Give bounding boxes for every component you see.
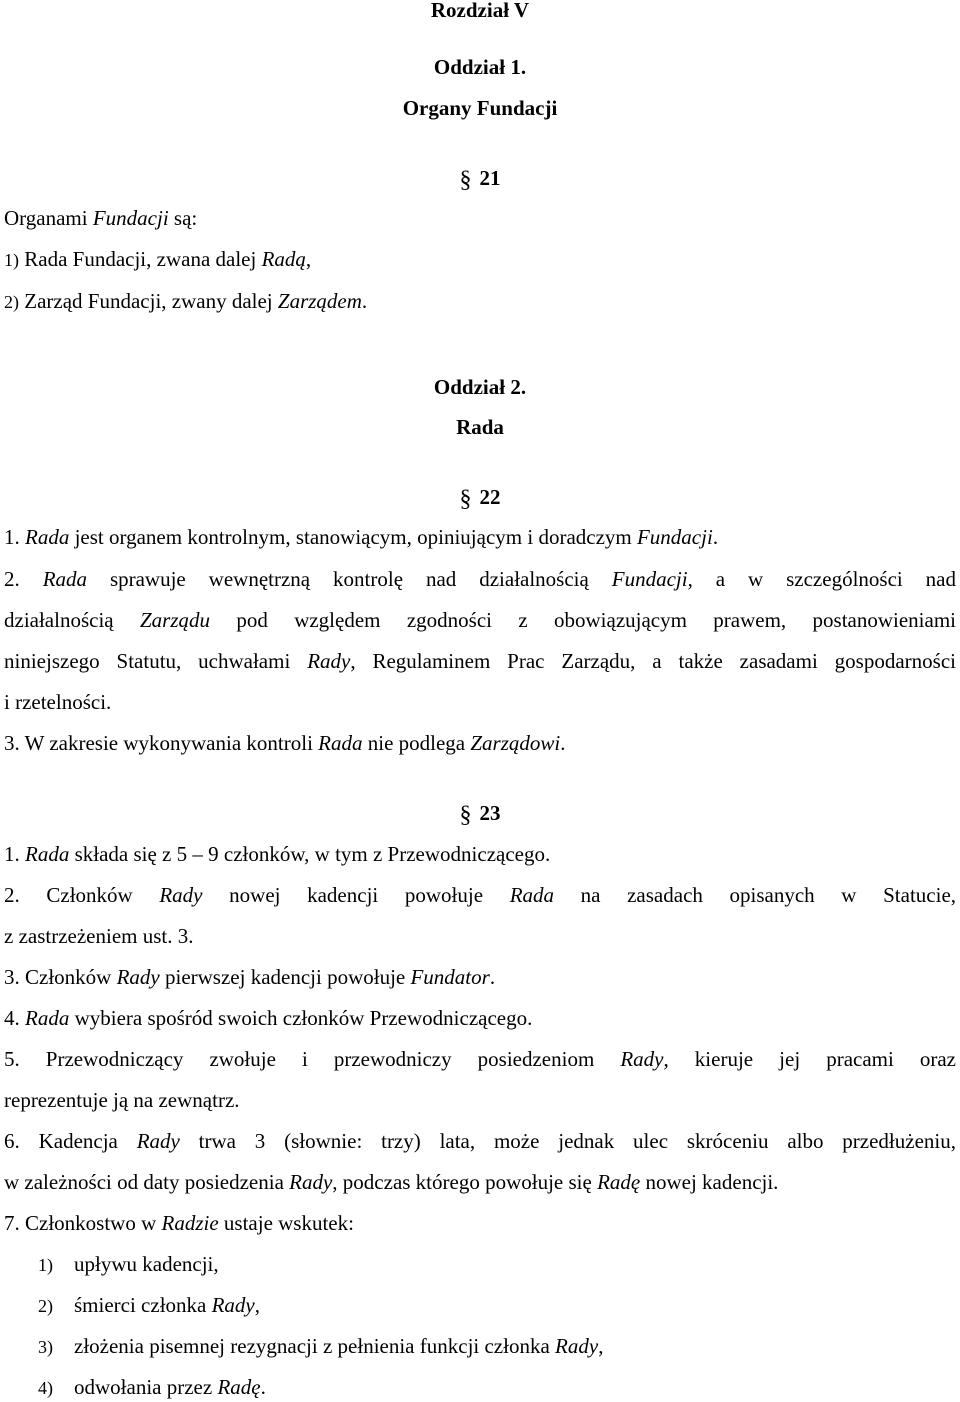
text-italic: Radę bbox=[217, 1375, 261, 1399]
text: składa się z 5 – 9 członków, w tym z Przewodniczącego. bbox=[69, 842, 551, 866]
text-italic: Rada bbox=[318, 731, 363, 755]
par23-point-6-line-2 bbox=[4, 1168, 956, 1196]
paragraph-21-heading bbox=[0, 164, 960, 192]
point-number: 2. bbox=[4, 883, 47, 907]
text: śmierci członka bbox=[74, 1293, 212, 1317]
item-number: 3) bbox=[38, 1337, 53, 1357]
par22-point-2-line-2 bbox=[4, 606, 956, 634]
text: sprawuje wewnętrzną kontrolę nad działalnością bbox=[87, 567, 612, 591]
par22-point-2-line-1 bbox=[4, 565, 956, 593]
par23-point-3 bbox=[4, 963, 956, 991]
text: . bbox=[489, 965, 496, 989]
text: nowej kadencji powołuje bbox=[202, 883, 510, 907]
membership-end-item-2 bbox=[38, 1291, 260, 1320]
text-italic: Zarządu bbox=[139, 608, 210, 632]
text-italic: Rada bbox=[25, 525, 70, 549]
section2-subtitle: Rada bbox=[456, 415, 504, 439]
chapter-title: Rozdział V bbox=[430, 0, 530, 22]
text: są: bbox=[168, 206, 198, 230]
text: , Regulaminem Prac Zarządu, a także zasadami gospodarności bbox=[350, 649, 956, 673]
text: Kadencja bbox=[38, 1129, 137, 1153]
text: , a w szczególności nad bbox=[687, 567, 956, 591]
text: nie podlega bbox=[362, 731, 471, 755]
item-number: 4) bbox=[38, 1378, 53, 1398]
section1-title: Oddział 1. bbox=[433, 55, 527, 79]
text: , kieruje jej pracami oraz bbox=[663, 1047, 956, 1071]
par22-point-1 bbox=[4, 523, 956, 551]
paragraph-23-heading bbox=[0, 799, 960, 827]
text: Zarząd Fundacji, zwany dalej bbox=[19, 289, 278, 313]
paragraph-symbol: § bbox=[459, 167, 472, 193]
text: upływu kadencji, bbox=[74, 1252, 219, 1276]
par23-point-2-line-2: z zastrzeżeniem ust. 3. bbox=[4, 924, 194, 948]
text-italic: Rada bbox=[42, 567, 88, 591]
text-italic: Zarządem bbox=[277, 289, 362, 313]
text: na zasadach opisanych w Statucie, bbox=[554, 883, 957, 907]
text-italic: Rady bbox=[116, 965, 160, 989]
text-italic: Fundacji bbox=[636, 525, 713, 549]
text-italic: Rady bbox=[620, 1047, 664, 1071]
text: jest organem kontrolnym, stanowiącym, opiniującym i doradczym bbox=[69, 525, 637, 549]
text-italic: Rada bbox=[509, 883, 555, 907]
point-number: 1. bbox=[4, 525, 25, 549]
par23-point-5-line-2: reprezentuje ją na zewnątrz. bbox=[4, 1088, 240, 1112]
text-italic: Rady bbox=[211, 1293, 255, 1317]
paragraph-number: 22 bbox=[479, 485, 501, 509]
text-italic: Rady bbox=[159, 883, 203, 907]
text: Członkostwo w bbox=[25, 1211, 162, 1235]
text: . bbox=[712, 525, 719, 549]
text-italic: Radą bbox=[261, 247, 306, 271]
text-italic: Radę bbox=[597, 1170, 641, 1194]
par22-point-3 bbox=[4, 729, 956, 757]
organs-item-1 bbox=[4, 245, 956, 274]
text: działalnością bbox=[4, 608, 140, 632]
text-italic: Rada bbox=[25, 842, 70, 866]
text-italic: Fundator bbox=[410, 965, 490, 989]
text-italic: Fundacji bbox=[92, 206, 169, 230]
item-number: 1) bbox=[4, 250, 19, 270]
text: Członków bbox=[46, 883, 160, 907]
paragraph-number: 21 bbox=[479, 166, 501, 190]
text: . bbox=[260, 1375, 266, 1399]
text: nowej kadencji. bbox=[640, 1170, 779, 1194]
text: Członków bbox=[25, 965, 117, 989]
text-italic: Radzie bbox=[161, 1211, 219, 1235]
par23-point-4 bbox=[4, 1004, 956, 1032]
membership-end-item-1 bbox=[38, 1250, 219, 1279]
membership-end-item-4 bbox=[38, 1373, 266, 1402]
membership-end-item-3 bbox=[38, 1332, 603, 1361]
point-number: 3. bbox=[4, 731, 25, 755]
text: . bbox=[361, 289, 368, 313]
text: . bbox=[560, 731, 566, 755]
item-number: 2) bbox=[4, 292, 19, 312]
item-number: 1) bbox=[38, 1255, 53, 1275]
text-italic: Fundacji bbox=[611, 567, 688, 591]
text-italic: Rady bbox=[307, 649, 351, 673]
paragraph-number: 23 bbox=[479, 801, 501, 825]
text: niniejszego Statutu, uchwałami bbox=[4, 649, 308, 673]
text: w zależności od daty posiedzenia bbox=[4, 1170, 290, 1194]
text: trwa 3 (słownie: trzy) lata, może jednak ulec skróceniu albo przedłużeniu, bbox=[179, 1129, 956, 1153]
paragraph-symbol: § bbox=[459, 486, 472, 512]
text: pod względem zgodności z obowiązującym prawem, postanowieniami bbox=[210, 608, 956, 632]
text-italic: Rady bbox=[555, 1334, 599, 1358]
text: Rada Fundacji, zwana dalej bbox=[19, 247, 262, 271]
text: W zakresie wykonywania kontroli bbox=[24, 731, 319, 755]
text: , podczas którego powołuje się bbox=[332, 1170, 598, 1194]
paragraph-symbol: § bbox=[459, 802, 472, 828]
text: odwołania przez bbox=[74, 1375, 218, 1399]
text: ustaje wskutek: bbox=[218, 1211, 354, 1235]
point-number: 3. bbox=[4, 965, 25, 989]
organs-intro bbox=[4, 204, 956, 232]
text-italic: Rada bbox=[25, 1006, 70, 1030]
text-italic: Rady bbox=[289, 1170, 333, 1194]
text: , bbox=[254, 1293, 261, 1317]
text: wybiera spośród swoich członków Przewodniczącego. bbox=[69, 1006, 533, 1030]
point-number: 6. bbox=[4, 1129, 39, 1153]
text: złożenia pisemnej rezygnacji z pełnienia funkcji członka bbox=[74, 1334, 556, 1358]
par23-point-5-line-1 bbox=[4, 1045, 956, 1073]
text-italic: Rady bbox=[136, 1129, 180, 1153]
point-number: 4. bbox=[4, 1006, 25, 1030]
par22-point-2-line-4: i rzetelności. bbox=[4, 690, 112, 714]
paragraph-22-heading bbox=[0, 483, 960, 511]
point-number: 5. bbox=[4, 1047, 46, 1071]
text: , bbox=[598, 1334, 604, 1358]
section2-title: Oddział 2. bbox=[433, 375, 527, 399]
point-number: 2. bbox=[4, 567, 43, 591]
point-number: 7. bbox=[4, 1211, 25, 1235]
text: Organami bbox=[4, 206, 93, 230]
point-number: 1. bbox=[4, 842, 25, 866]
par23-point-6-line-1 bbox=[4, 1127, 956, 1155]
par22-point-2-line-3 bbox=[4, 647, 956, 675]
text-italic: Zarządowi bbox=[470, 731, 561, 755]
par23-point-1 bbox=[4, 840, 956, 868]
text: Przewodniczący zwołuje i przewodniczy posiedzeniom bbox=[45, 1047, 621, 1071]
par23-point-2-line-1 bbox=[4, 881, 956, 909]
text: pierwszej kadencji powołuje bbox=[159, 965, 411, 989]
text: , bbox=[305, 247, 312, 271]
section1-subtitle: Organy Fundacji bbox=[402, 96, 558, 120]
item-number: 2) bbox=[38, 1296, 53, 1316]
organs-item-2 bbox=[4, 287, 956, 316]
par23-point-7 bbox=[4, 1209, 956, 1237]
